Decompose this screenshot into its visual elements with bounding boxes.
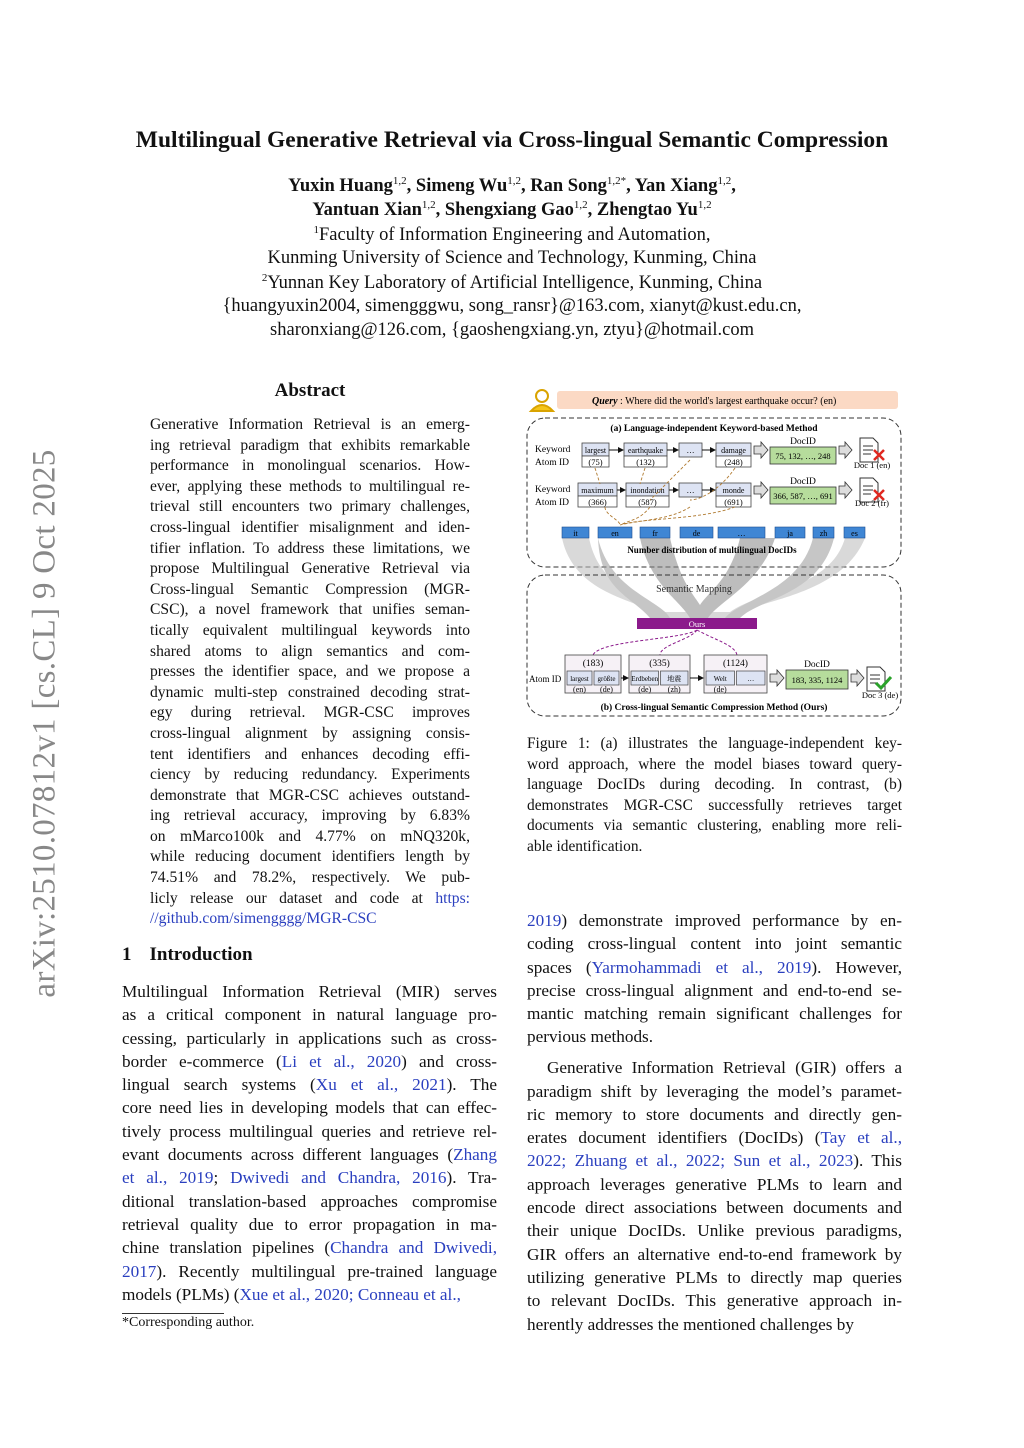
text-line — [527, 1025, 902, 1048]
text-span: ditional translation-based approaches compromise — [122, 1191, 497, 1211]
text-line — [527, 1196, 902, 1219]
footnote: *Corresponding author. — [122, 1315, 255, 1330]
text-line — [150, 868, 470, 889]
citation-link[interactable]: //github.com/simengggg/MGR-CSC — [150, 910, 377, 928]
query-label: Query — [592, 396, 618, 407]
keyword-text: Erdbeben — [631, 675, 659, 683]
separator: , — [731, 176, 736, 197]
query-text: : Where did the world's largest earthquake occur? (en) — [620, 396, 837, 407]
author-name: Simeng Wu — [415, 176, 508, 197]
separator: , — [406, 176, 416, 197]
section-title: Introduction — [149, 944, 253, 965]
affiliation-text: Kunming University of Science and Technology, Kunming, China — [267, 248, 757, 268]
atom-id-text: (335) — [649, 659, 670, 669]
text-span: Cross-lingual Semantic Compression (MGR- — [150, 580, 470, 598]
arrow-icon — [839, 482, 852, 498]
text-line — [527, 1289, 902, 1312]
text-span: licly release our dataset and code at — [150, 889, 436, 907]
separator: , — [435, 200, 445, 221]
text-line — [527, 1080, 902, 1103]
paragraph — [122, 980, 497, 1306]
atom-id-text: (248) — [724, 457, 743, 467]
text-span: Generative Information Retrieval (GIR) offers a — [547, 1058, 902, 1078]
citation-link[interactable]: 2017 — [122, 1261, 157, 1281]
keyword-text: largest — [584, 446, 607, 455]
author-name: Yantuan Xian — [312, 200, 422, 221]
text-span: utilizing generative PLMs to directly map queries — [527, 1267, 902, 1287]
text-line — [150, 909, 470, 930]
text-line — [122, 1120, 497, 1143]
keyword-atom-box — [578, 483, 617, 507]
text-line — [150, 827, 470, 848]
arrow-icon — [851, 670, 864, 686]
arxiv-identifier[interactable]: arXiv:2510.07812v1 [cs.CL] 9 Oct 2025 — [26, 449, 63, 998]
language-label: … — [737, 529, 746, 538]
text-span: mantic matching remain significant challenges for — [527, 1004, 902, 1024]
text-line — [527, 816, 902, 837]
keyword-text: … — [686, 446, 695, 455]
keyword-atom-box — [679, 483, 702, 497]
separator: , — [587, 200, 597, 221]
footnote-rule — [122, 1313, 224, 1314]
text-span: models (PLMs) ( — [122, 1284, 240, 1304]
text-span: Generative Information Retrieval is an emerg- — [150, 416, 470, 433]
text-line — [527, 1219, 902, 1242]
arrow-icon — [754, 482, 768, 498]
text-line — [527, 755, 902, 776]
keyword-label: Keyword — [535, 445, 571, 455]
text-span: cessing, particularly in applications such as cross- — [122, 1028, 497, 1048]
document-label: Doc 3 (de) — [861, 690, 899, 700]
language-tag: (de) — [600, 685, 613, 694]
docid-text: 366, 587, …, 691 — [773, 491, 833, 501]
text-line — [122, 1190, 497, 1213]
language-tag: (de) — [638, 685, 652, 694]
text-line — [150, 745, 470, 766]
text-line — [122, 1143, 497, 1166]
language-label: zh — [819, 529, 828, 538]
introduction-body — [122, 980, 497, 1306]
document-accepted-icon — [867, 667, 891, 691]
text-span: dynamic multi-step constrained decoding strat- — [150, 683, 470, 701]
author-name: Yuxin Huang — [288, 176, 393, 197]
author-name: Yan Xiang — [634, 176, 718, 197]
text-line — [527, 932, 902, 955]
text-line — [122, 1260, 497, 1283]
text-span: ) and cross- — [401, 1051, 497, 1071]
text-span: GIR offers an alternative end-to-end framework by — [527, 1244, 902, 1264]
language-label: ja — [787, 529, 793, 538]
text-span: language DocIDs during decoding. In contrast, (b) — [527, 776, 902, 794]
keyword-text: Welt — [713, 675, 727, 683]
text-span: Multilingual Information Retrieval (MIR) serves — [122, 982, 497, 1001]
keyword-atom-box — [679, 443, 702, 457]
citation-link[interactable]: Chandra and Dwivedi, — [330, 1238, 497, 1258]
text-span: documents via semantic clustering, enabling more reli- — [527, 817, 902, 835]
text-line — [527, 1313, 902, 1336]
text-span: propose Multilingual Generative Retrieval via — [150, 560, 470, 578]
text-span: border e-commerce ( — [122, 1051, 282, 1071]
text-span: retrieval quality due to error propagation in ma- — [122, 1214, 497, 1234]
text-span: tifier inflation. To address these limitations, we — [150, 539, 470, 557]
paragraph — [527, 734, 902, 858]
text-span: ). The — [446, 1075, 497, 1095]
atom-id-label: Atom ID — [535, 458, 570, 468]
text-span: Figure 1: (a) illustrates the language-independent key- — [527, 735, 902, 752]
text-span: while reducing document identifiers length by — [150, 848, 470, 866]
language-label: fr — [652, 529, 658, 538]
text-line — [527, 1126, 902, 1149]
text-span: ). Recently multilingual pre-trained language — [156, 1261, 497, 1281]
atom-id-text: (75) — [588, 457, 603, 467]
affiliation-text: sharonxiang@126.com, {gaoshengxiang.yn, ztyu}@hotmail.com — [270, 320, 754, 340]
text-span: shared atoms to align semantics and com- — [150, 642, 470, 660]
text-span: ever, applying these methods to multilingual re- — [150, 477, 470, 495]
keyword-text: maximum — [581, 486, 614, 495]
keyword-text: monde — [722, 486, 745, 495]
arrow-icon — [754, 442, 768, 458]
author-affiliation-mark: 1,2 — [717, 175, 732, 187]
author-name: Zhengtao Yu — [596, 200, 698, 221]
text-span: herently addresses the mentioned challenges by — [527, 1314, 854, 1334]
separator: , — [626, 176, 635, 197]
text-span: approach leverages generative PLMs to learn and — [527, 1174, 902, 1194]
text-span: evant documents across different languages ( — [122, 1145, 454, 1165]
text-line — [527, 796, 902, 817]
docid-label: DocID — [790, 437, 816, 447]
citation-link[interactable]: https: — [435, 889, 470, 907]
semantic-atom-box — [629, 655, 690, 694]
text-span: 74.51% and 78.2%, respectively. We pub- — [150, 869, 470, 887]
citation-link[interactable]: 2022; Zhuang et al., 2022; Sun et al., 2023 — [527, 1151, 854, 1171]
text-span: to relevant DocIDs. This generative approach in- — [527, 1291, 902, 1311]
keyword-atom-box — [716, 443, 751, 467]
keyword-atom-box — [624, 443, 667, 467]
document-rejected-icon — [860, 438, 884, 462]
citation-link[interactable]: Xu et al., 2021 — [315, 1075, 447, 1095]
text-span: encode direct associations between documents and — [527, 1198, 902, 1218]
keyword-text: größte — [597, 675, 616, 683]
text-span: cross-lingual identifier misalignment and iden- — [150, 518, 470, 536]
atom-id-label: Atom ID — [529, 674, 562, 684]
text-line — [150, 847, 470, 868]
text-line — [122, 1283, 497, 1306]
language-label: en — [611, 529, 619, 538]
language-label: es — [851, 529, 858, 538]
affiliation-mark: 1 — [313, 224, 319, 236]
text-line — [527, 1266, 902, 1289]
keyword-text: largest — [570, 675, 589, 683]
text-span: core need lies in developing models that can effec- — [122, 1098, 497, 1118]
text-span: word approach, where the model biases toward query- — [527, 755, 902, 773]
docid-text: 183, 335, 1124 — [791, 675, 843, 685]
document-label: Doc 1 (en) — [853, 460, 891, 470]
text-line — [122, 1073, 497, 1096]
text-span: able identification. — [527, 837, 643, 855]
text-span: cross-lingual alignment by assigning consis- — [150, 724, 470, 742]
docid-label: DocID — [804, 660, 830, 670]
ours-label: Ours — [688, 619, 706, 629]
text-span: ). This — [853, 1151, 902, 1171]
language-tag: (en) — [573, 685, 586, 694]
keyword-text: inondation — [630, 486, 665, 495]
text-span: ing retrieval accuracy, improving by 6.83% — [150, 807, 470, 825]
text-line — [122, 1213, 497, 1236]
citation-link[interactable]: Yarmohammadi et al., 2019 — [591, 957, 812, 977]
text-span: lingual search systems ( — [122, 1075, 316, 1095]
distribution-label: Number distribution of multilingual DocIDs — [627, 545, 797, 555]
figure-caption — [527, 734, 902, 858]
author-affiliation-mark: 1,2 — [392, 175, 407, 187]
affiliation-text: Faculty of Information Engineering and Automation, — [319, 225, 711, 246]
text-span: CSC), a novel framework that unifies seman- — [150, 601, 470, 619]
keyword-label: Keyword — [535, 485, 571, 495]
atom-id-text: (366) — [588, 497, 607, 507]
text-span: erates document identifiers (DocIDs) ( — [527, 1128, 821, 1148]
text-span: spaces ( — [527, 957, 592, 977]
text-span: pervious methods. — [527, 1027, 654, 1047]
citation-link[interactable]: Tay et al., — [820, 1128, 902, 1148]
text-line — [527, 775, 902, 796]
text-span: as a critical component in natural language pro- — [122, 1005, 497, 1025]
text-span: ). Tra- — [446, 1168, 498, 1188]
keyword-atom-box — [716, 483, 751, 507]
text-span: ing retrieval paradigm that exhibits remarkable — [150, 436, 470, 454]
panel-a-title: (a) Language-independent Keyword-based Method — [610, 424, 818, 434]
author-affiliation-mark: 1,2 — [697, 199, 712, 211]
text-line — [122, 1166, 497, 1189]
docid-label: DocID — [790, 477, 816, 487]
text-span: tent identifiers and enhances decoding effi- — [150, 745, 470, 763]
text-line — [122, 1236, 497, 1259]
text-line — [527, 979, 902, 1002]
text-span: ciency by reducing redundancy. Experiments — [150, 766, 470, 784]
citation-link[interactable]: Zhang — [453, 1145, 497, 1165]
text-span: demonstrates MGR-CSC successfully retrieves target — [527, 796, 902, 814]
language-tag: (de) — [713, 685, 727, 694]
affiliation-mark: 2 — [261, 272, 268, 284]
text-line — [122, 980, 497, 1003]
text-line — [527, 1243, 902, 1266]
atom-id-text: (183) — [582, 659, 604, 669]
keyword-atom-box — [626, 483, 669, 507]
text-line — [122, 1096, 497, 1119]
keyword-text: damage — [721, 446, 746, 455]
keyword-text: 地震 — [667, 675, 682, 683]
text-line — [527, 1056, 902, 1079]
text-line — [150, 765, 470, 786]
text-span: demonstrate that MGR-CSC achieves outstand- — [150, 786, 470, 804]
right-column-body — [527, 909, 902, 1336]
separator: , — [521, 176, 531, 197]
atom-id-label: Atom ID — [535, 498, 570, 508]
text-span: trieval still encounters two primary challenges, — [150, 498, 470, 516]
text-span: tically equivalent multilingual keywords into — [150, 621, 470, 639]
language-label: de — [692, 529, 701, 538]
text-span: chine translation pipelines ( — [122, 1238, 331, 1258]
citation-link[interactable]: Li et al., 2020 — [281, 1051, 402, 1071]
text-line — [150, 889, 470, 910]
text-line — [527, 1173, 902, 1196]
citation-link[interactable]: 2019 — [527, 911, 562, 930]
author-affiliation-mark: 1,2 — [421, 199, 436, 211]
text-line — [527, 1149, 902, 1172]
text-line — [150, 786, 470, 807]
text-line — [150, 806, 470, 827]
text-span: egy during retrieval. MGR-CSC improves — [150, 704, 470, 722]
citation-link[interactable]: et al., 2019 — [122, 1168, 214, 1188]
text-line — [122, 1027, 497, 1050]
panel-a-rows — [535, 437, 890, 525]
author-name: Shengxiang Gao — [444, 200, 574, 221]
atom-id-text: (691) — [724, 497, 743, 507]
semantic-atom-box — [704, 655, 767, 694]
citation-link[interactable]: Dwivedi and Chandra, 2016 — [230, 1168, 447, 1188]
text-line — [527, 1103, 902, 1126]
document-label: Doc 2 (fr) — [855, 498, 889, 508]
user-icon — [531, 390, 553, 411]
text-span: ) demonstrate improved performance by en- — [561, 911, 902, 930]
text-span: paradigm shift by leveraging the model’s paramet- — [527, 1081, 902, 1101]
text-span: on mMarco100k and 4.77% on mNQ320k, — [150, 827, 470, 845]
docid-text: 75, 132, …, 248 — [775, 451, 831, 461]
text-span: ric memory to store documents and directly gen- — [527, 1104, 902, 1124]
section-number: 1 — [122, 944, 132, 965]
keyword-text: … — [686, 486, 695, 495]
affiliation-text: Yunnan Key Laboratory of Artificial Intelligence, Kunming, China — [267, 273, 763, 294]
text-line — [527, 1002, 902, 1025]
arrow-icon — [839, 442, 852, 458]
panel-b-title: (b) Cross-lingual Semantic Compression Method (Ours) — [600, 703, 828, 713]
text-line — [122, 1050, 497, 1073]
language-tag: (zh) — [667, 685, 681, 694]
citation-link[interactable]: Xue et al., 2020; Conneau et al., — [239, 1284, 461, 1304]
affiliation-text: {huangyuxin2004, simengggwu, song_ransr}@163.com, xianyt@kust.edu.cn, — [222, 296, 802, 316]
text-line — [122, 1003, 497, 1026]
paper-title: Multilingual Generative Retrieval via Cross-lingual Semantic Compression — [135, 127, 889, 153]
text-line — [527, 956, 902, 979]
text-span: coding cross-lingual content into joint semantic — [527, 934, 902, 954]
text-span: ). However, — [811, 957, 902, 977]
text-line — [527, 837, 902, 858]
atom-id-text: (1124) — [723, 659, 748, 669]
language-label: it — [573, 529, 578, 538]
keyword-text: … — [747, 675, 755, 683]
text-line — [527, 909, 902, 932]
author-affiliation-mark: 1,2 — [507, 175, 521, 187]
keyword-text: earthquake — [627, 446, 664, 455]
text-span: presses the identifier space, and we propose a — [150, 663, 470, 681]
text-span: ; — [213, 1168, 231, 1188]
atom-id-text: (587) — [638, 497, 657, 507]
author-name: Ran Song — [530, 176, 607, 197]
panel-b-atoms — [529, 655, 898, 700]
arrow-icon — [770, 670, 784, 686]
keyword-atom-box — [582, 443, 609, 467]
text-span: precise cross-lingual alignment and end-to-end se- — [527, 980, 902, 1000]
language-distribution-bars — [562, 527, 865, 538]
abstract-heading: Abstract — [274, 380, 346, 401]
text-line — [527, 734, 902, 755]
section-heading-introduction — [122, 944, 253, 966]
author-affiliation-mark: 1,2 — [573, 199, 588, 211]
author-affiliation-mark: 1,2* — [606, 175, 627, 187]
paragraph — [527, 1056, 902, 1336]
text-span: tively process multilingual queries and retrieve rel- — [122, 1121, 497, 1141]
semantic-mapping-label: Semantic Mapping — [656, 584, 732, 595]
text-span: performance in monolingual scenarios. How- — [150, 457, 470, 475]
text-span: their unique DocIDs. Unlike previous paradigms, — [527, 1221, 902, 1241]
paragraph — [527, 909, 902, 1049]
semantic-atom-box — [565, 655, 621, 694]
atom-id-text: (132) — [636, 457, 655, 467]
